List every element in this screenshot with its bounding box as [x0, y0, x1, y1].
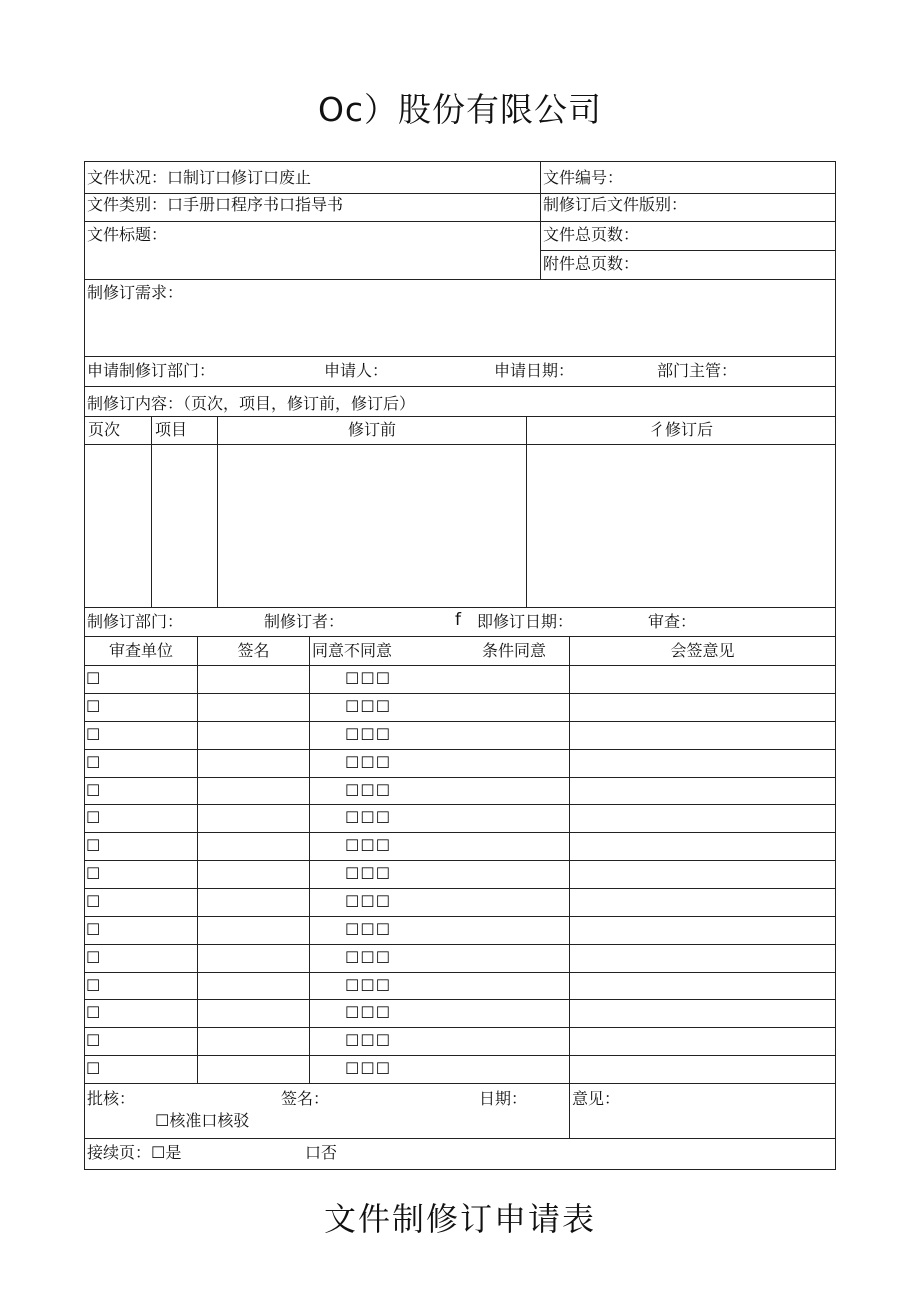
revision-department-field: 制修订部门：	[87, 612, 184, 631]
total-pages-field: 文件总页数：	[543, 225, 640, 244]
review-unit-checkbox[interactable]: ☐	[86, 892, 101, 911]
apply-department-field: 申请制修订部门：	[87, 361, 216, 380]
review-unit-checkbox[interactable]: ☐	[86, 724, 101, 744]
agree-disagree-header: 同意不同意	[312, 641, 393, 660]
revision-version-field: 制修订后文件版别：	[543, 195, 688, 214]
agree-option-checkboxes[interactable]: ☐☐☐	[345, 724, 392, 744]
countersign-opinion-header: 会签意见	[670, 641, 735, 660]
form-title: 文件制修订申请表	[323, 1200, 596, 1238]
agree-option-checkboxes[interactable]: ☐☐☐	[345, 669, 392, 688]
revision-date-field: 即修订日期：	[477, 612, 574, 631]
review-unit-header: 审查单位	[108, 641, 173, 660]
review-unit-checkbox[interactable]: ☐	[86, 836, 101, 856]
divider	[84, 356, 836, 357]
row-divider	[84, 777, 836, 778]
agree-option-checkboxes[interactable]: ☐☐☐	[345, 1031, 392, 1051]
border-top	[84, 161, 836, 162]
review-unit-checkbox[interactable]: ☐	[86, 1003, 101, 1023]
file-number-field: 文件编号：	[543, 168, 624, 187]
row-divider	[84, 860, 836, 861]
border-left	[84, 161, 85, 1169]
review-unit-checkbox[interactable]: ☐	[86, 975, 101, 995]
review-unit-checkbox[interactable]: ☐	[86, 752, 101, 772]
agree-option-checkboxes[interactable]: ☐☐☐	[345, 947, 392, 967]
review-unit-checkbox[interactable]: ☐	[86, 808, 101, 828]
column-before: 修订前	[347, 420, 396, 439]
revision-date-mark: f	[455, 610, 461, 630]
agree-option-checkboxes[interactable]: ☐☐☐	[345, 696, 392, 716]
divider	[84, 193, 836, 194]
company-title: Oc）股份有限公司	[317, 90, 603, 129]
agree-option-checkboxes[interactable]: ☐☐☐	[345, 752, 392, 772]
department-head-field: 部门主管：	[657, 361, 738, 380]
continuation-yes[interactable]: 接续页：☐是	[87, 1143, 182, 1162]
review-field: 审查：	[648, 612, 697, 631]
approval-label: 批核：	[87, 1089, 136, 1108]
divider	[84, 279, 836, 280]
review-unit-checkbox[interactable]: ☐	[86, 864, 101, 884]
applicant-field: 申请人：	[324, 361, 389, 380]
divider	[84, 221, 836, 222]
row-divider	[84, 1083, 836, 1084]
row-divider	[84, 1027, 836, 1028]
review-unit-checkbox[interactable]: ☐	[86, 1031, 101, 1051]
row-divider	[84, 888, 836, 889]
divider	[540, 161, 541, 279]
approval-sign-label: 签名：	[281, 1089, 330, 1108]
agree-option-checkboxes[interactable]: ☐☐☐	[345, 975, 392, 995]
sign-header: 签名	[237, 641, 270, 660]
row-divider	[84, 804, 836, 805]
file-title-field: 文件标题：	[87, 225, 168, 244]
divider	[151, 416, 152, 607]
agree-option-checkboxes[interactable]: ☐☐☐	[345, 919, 392, 939]
border-bottom	[84, 1169, 836, 1170]
continuation-no[interactable]: 口否	[305, 1143, 338, 1162]
divider	[84, 386, 836, 387]
agree-option-checkboxes[interactable]: ☐☐☐	[345, 808, 392, 828]
review-unit-checkbox[interactable]: ☐	[86, 669, 101, 688]
row-divider	[84, 944, 836, 945]
row-divider	[84, 999, 836, 1000]
row-divider	[84, 721, 836, 722]
attachment-pages-field: 附件总页数：	[543, 254, 640, 273]
column-item: 项目	[154, 420, 187, 439]
divider	[526, 416, 527, 607]
approval-opinion-label: 意见：	[572, 1089, 621, 1108]
agree-option-checkboxes[interactable]: ☐☐☐	[345, 1003, 392, 1023]
file-status-field: 文件状况：口制订口修订口废止	[87, 168, 312, 187]
revision-requirement-field: 制修订需求：	[87, 283, 184, 302]
row-divider	[84, 1055, 836, 1056]
agree-option-checkboxes[interactable]: ☐☐☐	[345, 864, 392, 884]
row-divider	[84, 972, 836, 973]
agree-option-checkboxes[interactable]: ☐☐☐	[345, 780, 392, 800]
divider	[540, 250, 836, 251]
reviser-field: 制修订者：	[264, 612, 345, 631]
review-unit-checkbox[interactable]: ☐	[86, 780, 101, 800]
row-divider	[84, 832, 836, 833]
row-divider	[84, 693, 836, 694]
approval-date-label: 日期：	[479, 1089, 528, 1108]
column-after: 彳修订后	[648, 420, 713, 439]
agree-option-checkboxes[interactable]: ☐☐☐	[345, 1059, 392, 1079]
divider	[569, 636, 570, 1138]
file-category-field: 文件类别：口手册口程序书口指导书	[87, 195, 344, 214]
row-divider	[84, 749, 836, 750]
divider	[84, 416, 836, 417]
divider	[84, 1138, 836, 1139]
agree-option-checkboxes[interactable]: ☐☐☐	[345, 892, 392, 911]
review-unit-checkbox[interactable]: ☐	[86, 947, 101, 967]
review-unit-checkbox[interactable]: ☐	[86, 919, 101, 939]
row-divider	[84, 916, 836, 917]
divider	[84, 607, 836, 608]
apply-date-field: 申请日期：	[494, 361, 575, 380]
review-unit-checkbox[interactable]: ☐	[86, 1059, 101, 1079]
conditional-agree-header: 条件同意	[482, 641, 547, 660]
column-page: 页次	[87, 420, 120, 439]
revision-content-label: 制修订内容：（页次，项目，修订前，修订后）	[87, 394, 416, 413]
divider	[84, 444, 836, 445]
review-unit-checkbox[interactable]: ☐	[86, 696, 101, 716]
agree-option-checkboxes[interactable]: ☐☐☐	[345, 836, 392, 856]
approval-options[interactable]: ☐核准口核驳	[155, 1111, 250, 1130]
border-right	[835, 161, 836, 1169]
divider	[217, 416, 218, 607]
